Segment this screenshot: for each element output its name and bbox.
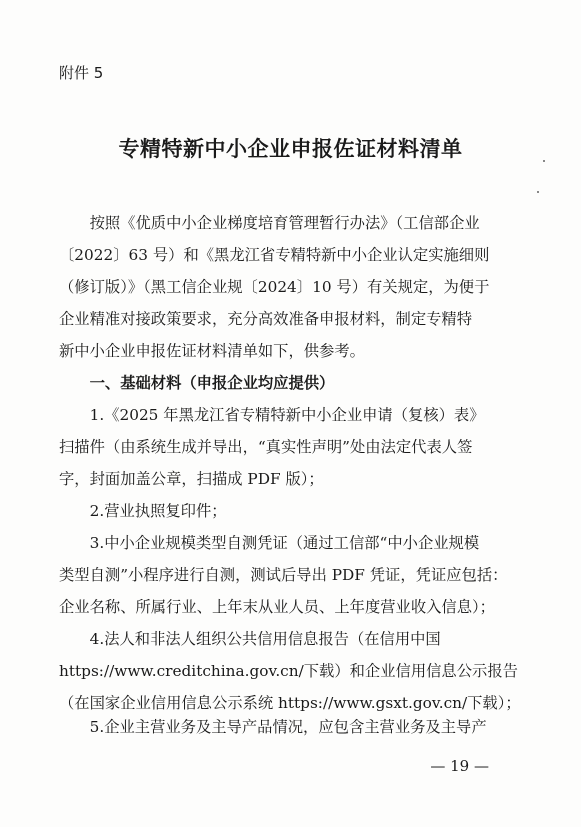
paragraph-line: 1.《2025 年黑龙江省专精特新中小企业申请（复核）表》 xyxy=(59,406,485,424)
paragraph-line: （修订版）》（黑工信企业规〔2024〕10 号）有关规定，为便于 xyxy=(59,278,490,296)
scan-speck xyxy=(543,160,545,162)
section-heading: 一、基础材料（申报企业均应提供） xyxy=(59,374,335,392)
attachment-label: 附件 5 xyxy=(59,64,104,82)
page-number: — 19 — xyxy=(430,757,489,775)
scan-speck xyxy=(537,191,539,193)
paragraph-line: https://www.creditchina.gov.cn/下载）和企业信用信息公示报告 xyxy=(59,662,518,680)
paragraph-line: 新中小企业申报佐证材料清单如下，供参考。 xyxy=(59,342,365,360)
paragraph-line: 扫描件（由系统生成并导出，“真实性声明”处由法定代表人签 xyxy=(59,438,473,456)
paragraph-line: 按照《优质中小企业梯度培育管理暂行办法》（工信部企业 xyxy=(59,214,480,232)
document-title: 专精特新中小企业申报佐证材料清单 xyxy=(118,137,463,161)
paragraph-line: （在国家企业信用信息公示系统 https://www.gsxt.gov.cn/下载）； xyxy=(59,694,521,712)
paragraph-line: 字，封面加盖公章，扫描成 PDF 版）； xyxy=(59,470,324,488)
paragraph-line: 类型自测”小程序进行自测，测试后导出 PDF 凭证，凭证应包括： xyxy=(59,566,508,584)
paragraph-line: 2.营业执照复印件； xyxy=(59,502,227,520)
paragraph-line: 企业精准对接政策要求，充分高效准备申报材料，制定专精特 xyxy=(59,310,473,328)
paragraph-line: 3.中小企业规模类型自测凭证（通过工信部“中小企业规模 xyxy=(59,534,480,552)
paragraph-line: 5.企业主营业务及主导产品情况，应包含主营业务及主导产 xyxy=(59,718,487,736)
paragraph-line: 〔2022〕63 号）和《黑龙江省专精特新中小企业认定实施细则 xyxy=(59,246,490,264)
paragraph-line: 企业名称、所属行业、上年末从业人员、上年度营业收入信息）； xyxy=(59,598,495,616)
paragraph-line: 4.法人和非法人组织公共信用信息报告（在信用中国 xyxy=(59,630,441,648)
